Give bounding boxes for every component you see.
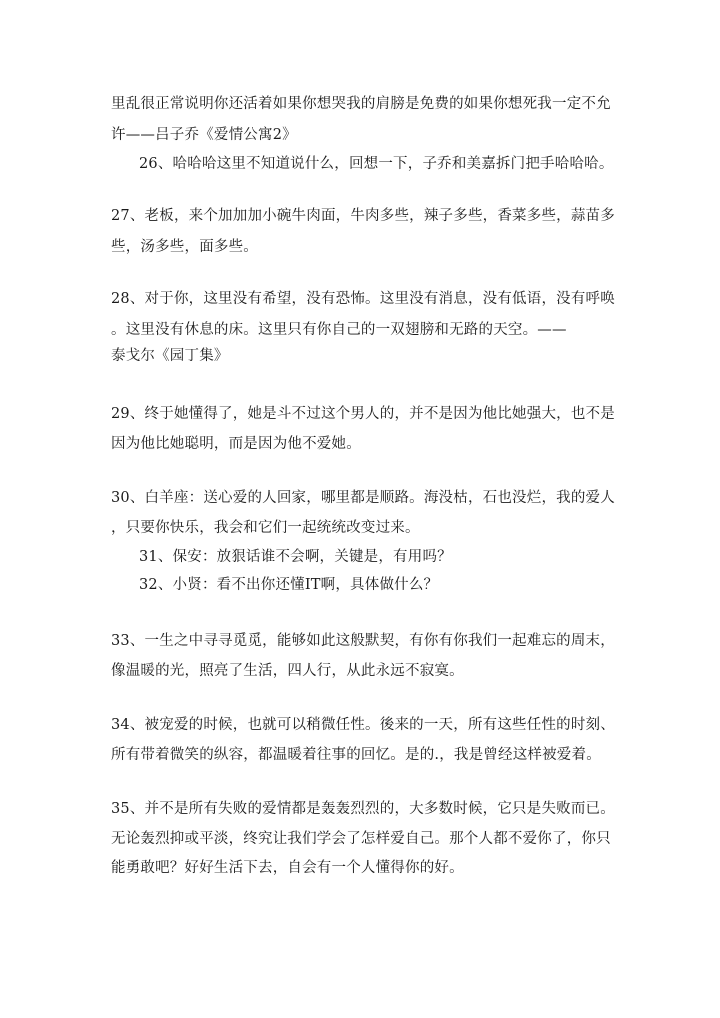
text-line: 35、并不是所有失败的爱情都是轰轰烈烈的，大多数时候，它只是失败而已。 xyxy=(111,801,615,817)
text-line: 许——吕子乔《爱情公寓2》 xyxy=(111,127,297,143)
text-line: 能勇敢吧？好好生活下去，自会有一个人懂得你的好。 xyxy=(111,860,464,876)
text-line: 所有带着微笑的纵容，都温暖着往事的回忆。是的.，我是曾经这样被爱着。 xyxy=(111,747,601,763)
text-line: 31、保安：放狠话谁不会啊，关键是，有用吗？ xyxy=(139,549,452,565)
text-line: 因为他比她聪明，而是因为他不爱她。 xyxy=(111,436,361,452)
text-line: 34、被宠爱的时候，也就可以稍微任性。後来的一天，所有这些任性的时刻、 xyxy=(111,717,615,733)
text-line: 30、白羊座：送心爱的人回家，哪里都是顺路。海没枯，石也没烂，我的爱人 xyxy=(111,490,615,506)
text-line: 像温暖的光，照亮了生活，四人行，从此永远不寂寞。 xyxy=(111,663,464,679)
text-line: ，只要你快乐，我会和它们一起统统改变过来。 xyxy=(111,520,420,536)
text-line: 27、老板，来个加加加小碗牛肉面，牛肉多些，辣子多些，香菜多些，蒜苗多 xyxy=(111,208,615,224)
text-line: 32、小贤：看不出你还懂IT啊，具体做什么？ xyxy=(139,577,439,593)
text-line: 29、终于她懂得了，她是斗不过这个男人的，并不是因为他比她强大，也不是 xyxy=(111,406,615,422)
text-line: 无论轰烈抑或平淡，终究让我们学会了怎样爱自己。那个人都不爱你了，你只 xyxy=(111,831,611,847)
text-line: 泰戈尔《园丁集》 xyxy=(111,348,229,364)
text-line: 些，汤多些，面多些。 xyxy=(111,239,258,255)
text-line: 。这里没有休息的床。这里只有你自己的一双翅膀和无路的天空。—— xyxy=(111,322,567,338)
text-line: 26、哈哈哈这里不知道说什么，回想一下，子乔和美嘉拆门把手哈哈哈。 xyxy=(139,156,614,172)
text-line: 33、一生之中寻寻觅觅，能够如此这般默契，有你有你我们一起难忘的周末， xyxy=(111,633,615,649)
text-line: 28、对于你，这里没有希望，没有恐怖。这里没有消息，没有低语，没有呼唤 xyxy=(111,291,615,307)
text-line: 里乱很正常说明你还活着如果你想哭我的肩膀是免费的如果你想死我一定不允 xyxy=(111,96,611,112)
